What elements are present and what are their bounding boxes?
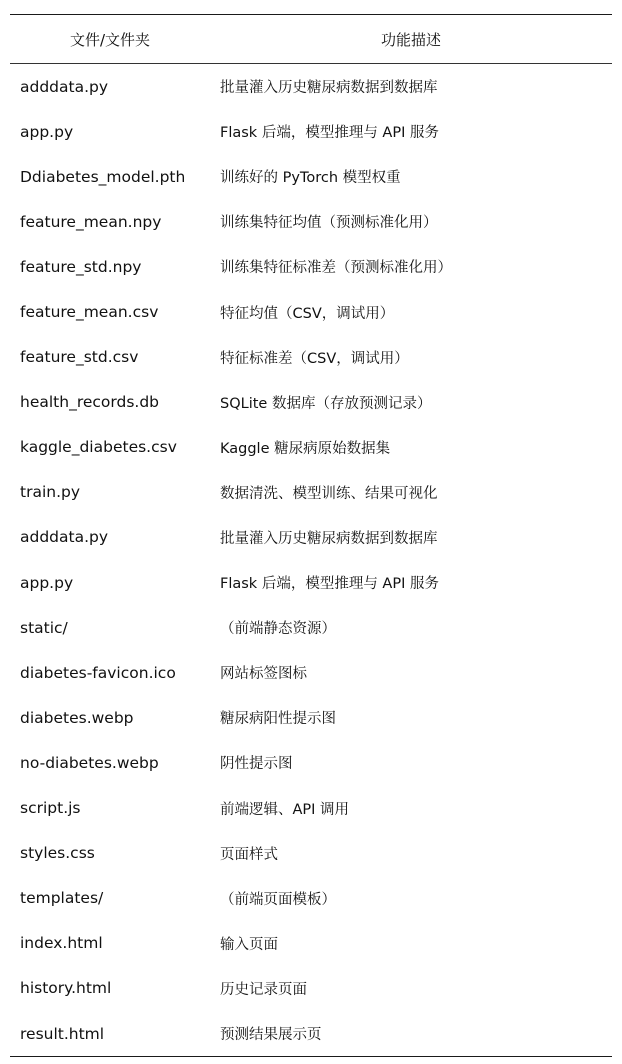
file-name-cell: kaggle_diabetes.csv [20,438,177,457]
description-cell: （前端静态资源） [220,621,336,638]
description-cell: 批量灌入历史糖尿病数据到数据库 [220,80,438,97]
table-row [10,380,612,425]
description-cell: （前端页面模板） [220,891,336,908]
file-name-cell: feature_mean.csv [20,303,159,322]
table-row [10,786,612,831]
description-cell: 糖尿病阳性提示图 [220,711,336,728]
file-name-cell: app.py [20,122,74,141]
file-name-cell: feature_mean.npy [20,212,162,231]
file-name-cell: train.py [20,483,81,502]
table-row [10,515,612,560]
description-cell: SQLite 数据库（存放预测记录） [220,395,432,412]
table-row [10,109,612,154]
file-name-cell: index.html [20,934,103,953]
table-row [10,876,612,921]
file-name-cell: adddata.py [20,77,109,96]
table-bottom-rule [10,1056,612,1057]
description-cell: 前端逻辑、API 调用 [220,801,350,818]
table-header [10,15,612,63]
file-name-cell: health_records.db [20,393,160,412]
description-cell: 网站标签图标 [220,666,307,683]
table-body [10,64,612,1056]
file-name-cell: result.html [20,1024,105,1043]
description-cell: 批量灌入历史糖尿病数据到数据库 [220,530,438,547]
description-cell: 训练集特征标准差（预测标准化用） [220,260,452,277]
table-row [10,289,612,334]
table-row [10,425,612,470]
table-row [10,695,612,740]
file-name-cell: styles.css [20,844,95,863]
description-cell: 训练好的 PyTorch 模型权重 [220,170,401,187]
table-row [10,831,612,876]
table-row [10,244,612,289]
table-row [10,335,612,380]
file-name-cell: app.py [20,573,74,592]
table-row [10,470,612,515]
table-row [10,199,612,244]
description-cell: 阴性提示图 [220,756,293,773]
file-name-cell: no-diabetes.webp [20,753,159,772]
description-cell: Flask 后端，模型推理与 API 服务 [220,576,439,593]
file-name-cell: history.html [20,979,112,998]
header-file-folder: 文件/文件夹 [69,30,151,49]
file-name-cell: diabetes-favicon.ico [20,663,176,682]
table-row [10,64,612,109]
description-cell: 特征均值（CSV，调试用） [220,305,395,322]
description-cell: 页面样式 [220,846,278,863]
file-name-cell: templates/ [20,889,104,908]
file-name-cell: feature_std.npy [20,257,142,276]
table-row [10,740,612,785]
table-row [10,650,612,695]
description-cell: 历史记录页面 [220,981,307,998]
file-name-cell: static/ [20,618,68,637]
description-cell: 特征标准差（CSV，调试用） [220,350,409,367]
file-name-cell: feature_std.csv [20,348,139,367]
table-row [10,966,612,1011]
table-row [10,560,612,605]
description-cell: 数据清洗、模型训练、结果可视化 [220,485,438,502]
description-cell: Flask 后端，模型推理与 API 服务 [220,125,439,142]
description-cell: 训练集特征均值（预测标准化用） [220,215,438,232]
header-description: 功能描述 [380,30,441,49]
table-row [10,1011,612,1056]
file-name-cell: adddata.py [20,528,109,547]
file-name-cell: Ddiabetes_model.pth [20,167,186,186]
description-cell: Kaggle 糖尿病原始数据集 [220,440,391,457]
table-row [10,921,612,966]
file-name-cell: script.js [20,799,81,818]
file-name-cell: diabetes.webp [20,708,134,727]
description-cell: 输入页面 [220,936,278,953]
table-row [10,605,612,650]
file-description-table [10,14,612,1057]
table-row [10,154,612,199]
description-cell: 预测结果展示页 [220,1027,322,1044]
